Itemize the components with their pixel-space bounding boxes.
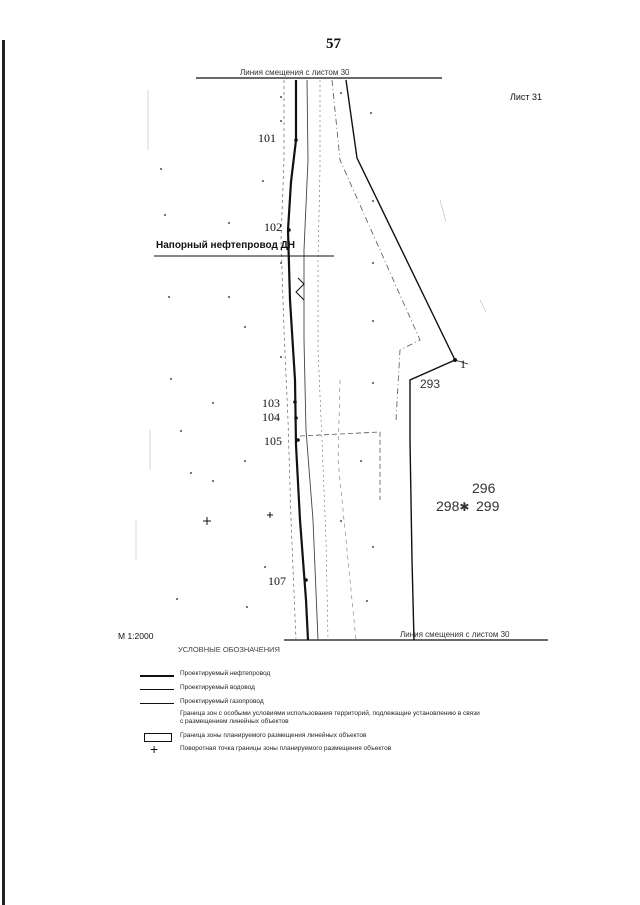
survey-marks <box>160 92 374 608</box>
point-label-293: 293 <box>420 377 441 391</box>
water-pipeline-line <box>304 80 318 640</box>
point-label-299: 299 <box>476 498 500 514</box>
legend-thick-line-icon <box>140 670 174 680</box>
legend-blank-icon <box>140 710 174 720</box>
legend-item-text: Граница зоны планируемого размещения линейных объектов <box>180 732 367 739</box>
zone-boundary-mid <box>338 380 356 640</box>
zone-boundary-right <box>346 80 455 640</box>
shift-line-top-label: Линия смещения с листом 30 <box>240 68 350 77</box>
point-label-101: 101 <box>258 131 276 145</box>
point-label-102: 102 <box>264 220 282 234</box>
legend-item-text: Проектируемый водовод <box>180 684 255 691</box>
legend-item-text: Поворотная точка границы зоны планируемого размещения объектов <box>180 745 392 752</box>
pipeline-label-underline <box>154 254 334 258</box>
map-scale: М 1:2000 <box>118 631 154 641</box>
point-label-298 <box>436 498 469 514</box>
break-mark <box>296 278 304 300</box>
legend-item-turning-point <box>140 741 480 757</box>
legend-item-text: Проектируемый газопровод <box>180 698 264 705</box>
zone-boundary-inner <box>332 80 420 420</box>
legend-item-water <box>140 684 480 694</box>
legend-item-gas <box>140 698 480 708</box>
legend-item-oil <box>140 670 480 680</box>
point-label-103: 103 <box>262 396 280 410</box>
shift-line-bottom-label: Линия смещения с листом 30 <box>400 630 510 639</box>
oil-pipeline-line <box>288 80 308 640</box>
pipeline-label-text: Напорный нефтепровод ДН <box>156 240 295 251</box>
page-number: 57 <box>326 36 341 52</box>
pipeline-label <box>156 240 295 251</box>
legend-cross-icon: + <box>150 741 159 757</box>
point-label-107: 107 <box>268 574 286 588</box>
zone-offshoot <box>300 432 380 500</box>
legend-medium-line-icon <box>140 684 174 694</box>
legend-item-text: Проектируемый нефтепровод <box>180 670 271 677</box>
cross-markers <box>203 512 273 525</box>
legend-title: УСЛОВНЫЕ ОБОЗНАЧЕНИЯ <box>178 645 280 654</box>
sheet-label: Лист 31 <box>510 92 543 102</box>
point-label-298-text: 298 <box>436 498 460 514</box>
point-label-104: 104 <box>262 410 280 424</box>
gas-pipeline-line <box>318 80 328 640</box>
legend-item-special-zone <box>140 710 480 726</box>
legend-thin-line-icon <box>140 698 174 708</box>
point-label-296: 296 <box>472 480 496 496</box>
point-label-1: 1 <box>460 357 466 371</box>
point-298-star-icon: ✱ <box>459 500 470 514</box>
point-label-105: 105 <box>264 434 282 448</box>
legend-item-text: Граница зон с особыми условиями использования территорий, подлежащие установлению в связи с размещением линейных объектов <box>180 710 480 725</box>
legend-item-zone-rect <box>140 732 480 742</box>
